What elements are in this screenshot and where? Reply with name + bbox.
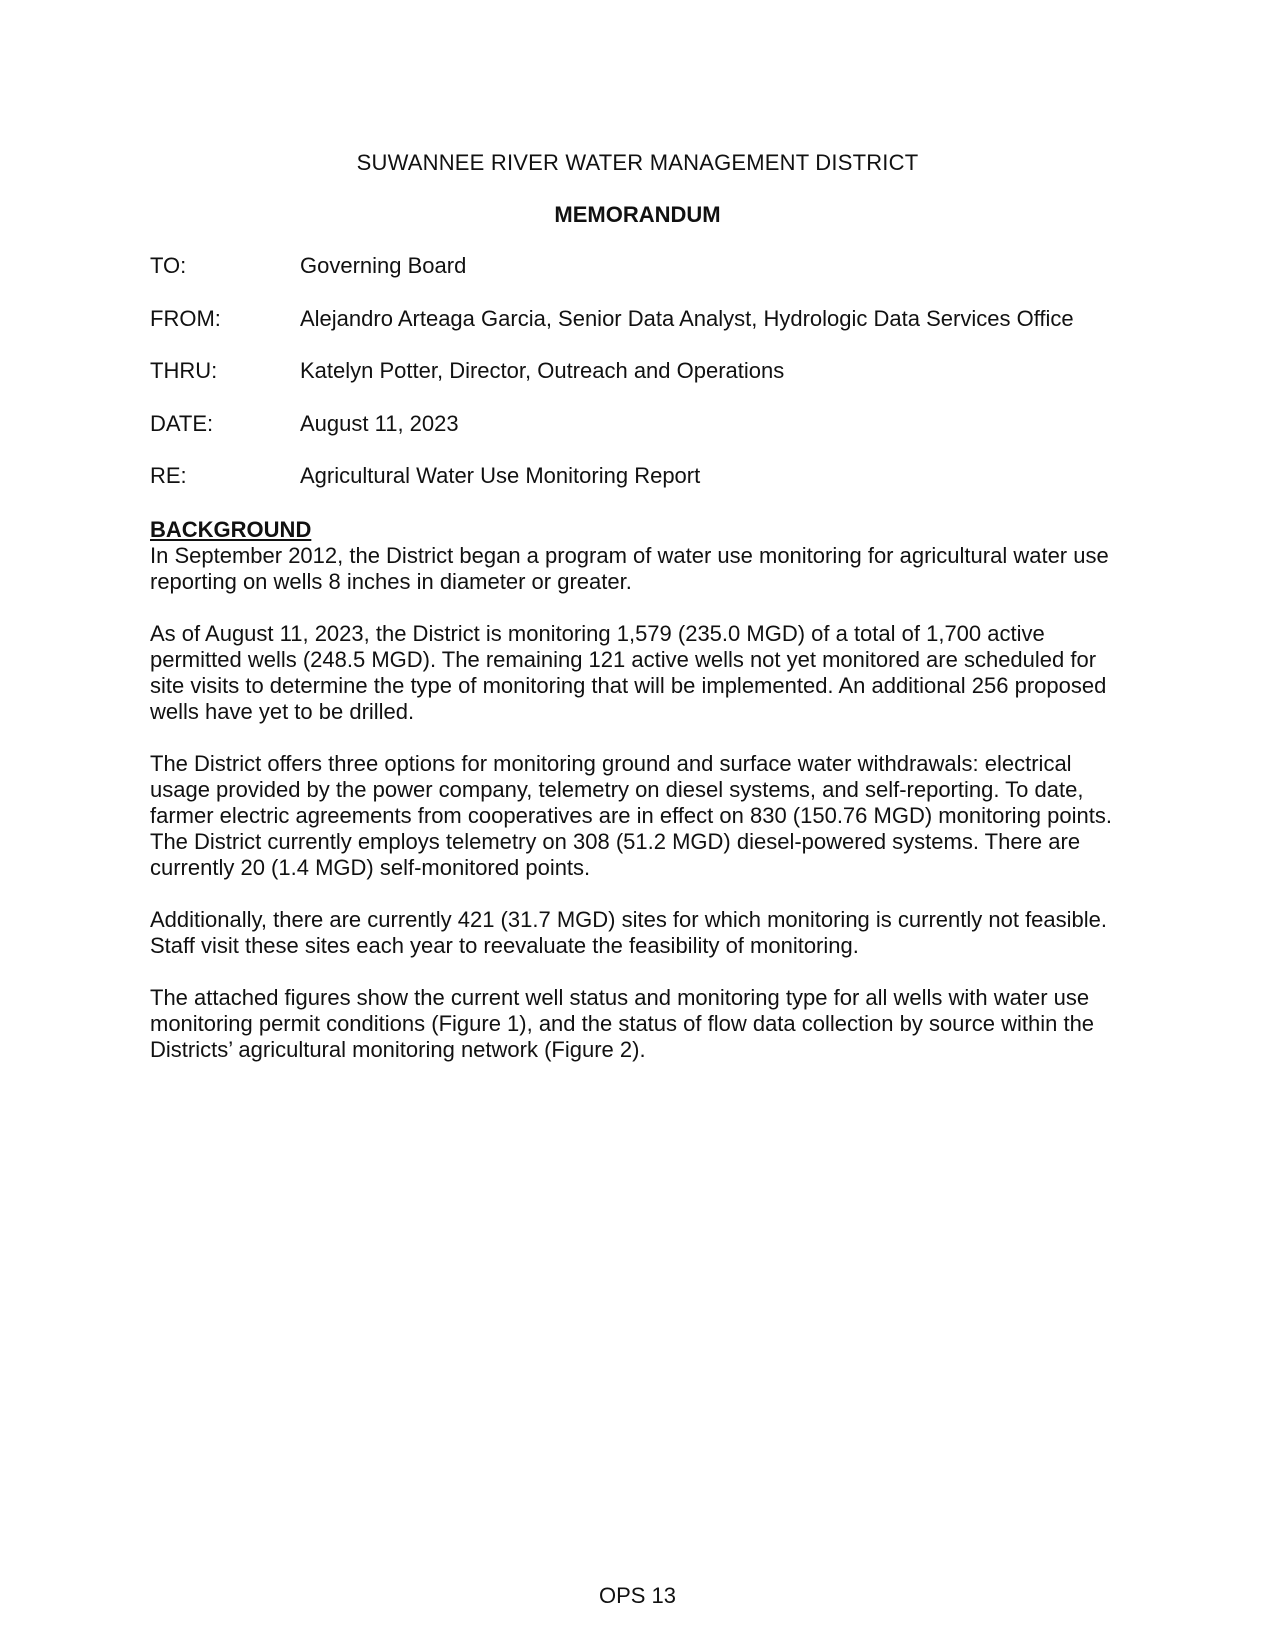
header-value-thru: Katelyn Potter, Director, Outreach and Operations: [300, 358, 785, 383]
header-label-date: DATE:: [150, 410, 214, 436]
header-label-thru: THRU:: [150, 358, 218, 383]
memo-body: [150, 517, 1130, 1089]
memo-header: [150, 253, 1150, 516]
section-heading-background: BACKGROUND: [150, 517, 312, 542]
memo-title: MEMORANDUM: [554, 202, 721, 227]
header-value-re: Agricultural Water Use Monitoring Report: [300, 463, 701, 488]
header-label-from: FROM:: [150, 305, 221, 331]
header-value-from: Alejandro Arteaga Garcia, Senior Data Analyst, Hydrologic Data Services Office: [300, 305, 1074, 331]
header-label-re: RE:: [150, 463, 187, 488]
header-row-re: [150, 463, 1150, 516]
header-row-from: [150, 306, 1150, 359]
paragraph: The District offers three options for monitoring ground and surface water withdrawals: electrical usage provided by the power company, telemetry on diesel systems, and self-reporting. To date, farmer electric agreements from cooperatives are in effect on 830 (150.76 MGD) monitoring points. The District currently employs telemetry on 308 (51.2 MGD) diesel-powered systems. There are currently 20 (1.4 MGD) self-monitored points.: [150, 751, 1112, 880]
paragraph: As of August 11, 2023, the District is monitoring 1,579 (235.0 MGD) of a total of 1,700 active permitted wells (248.5 MGD). The remaining 121 active wells not yet monitored are scheduled for site visits to determine the type of monitoring that will be implemented. An additional 256 proposed wells have yet to be drilled.: [150, 621, 1107, 724]
paragraph: Additionally, there are currently 421 (31.7 MGD) sites for which monitoring is currently not feasible. Staff visit these sites each year to reevaluate the feasibility of monitoring.: [150, 907, 1108, 958]
header-row-to: [150, 253, 1150, 306]
paragraph: In September 2012, the District began a program of water use monitoring for agricultural water use reporting on wells 8 inches in diameter or greater.: [150, 543, 1109, 594]
header-value-to: Governing Board: [300, 253, 467, 278]
header-value-date: August 11, 2023: [300, 410, 459, 436]
header-row-thru: [150, 358, 1150, 411]
page-number: OPS 13: [598, 1583, 677, 1608]
agency-name: SUWANNEE RIVER WATER MANAGEMENT DISTRICT: [356, 150, 919, 175]
paragraph: The attached figures show the current well status and monitoring type for all wells with water use monitoring permit conditions (Figure 1), and the status of flow data collection by source within the Districts’ agricultural monitoring network (Figure 2).: [150, 985, 1095, 1062]
header-row-date: [150, 411, 1150, 464]
header-label-to: TO:: [150, 253, 187, 278]
